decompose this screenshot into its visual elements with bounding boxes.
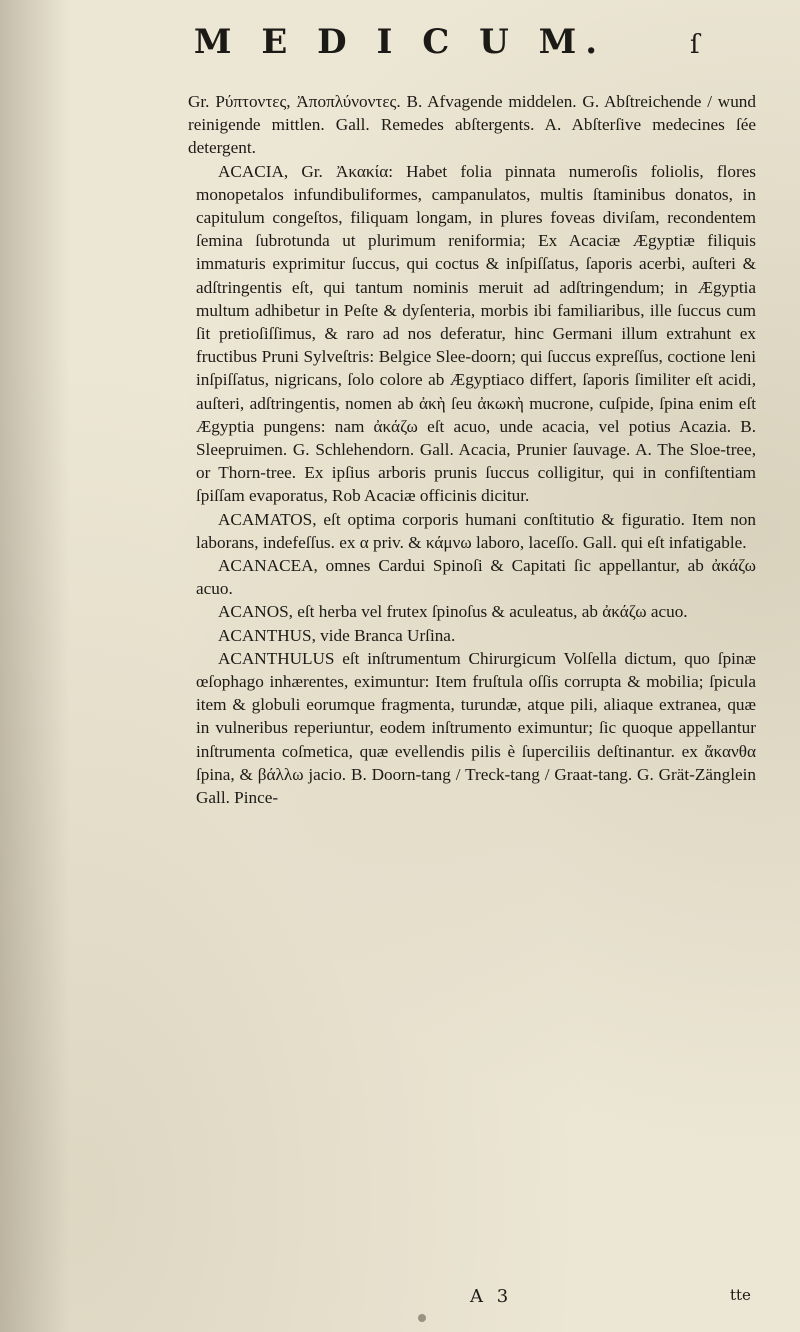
entry-acanthus: ACANTHUS, vide Branca Urſina. (218, 625, 456, 645)
page-footer (0, 1286, 800, 1316)
catchword: tte (730, 1286, 751, 1304)
entry-acanacea: ACANACEA, omnes Cardui Spinoſi & Capitati ſic appellantur, ab ἀκάζω acuo. (196, 556, 756, 599)
binding-shadow (0, 0, 70, 1332)
entry-acanthulus: ACANTHULUS eſt inſtrumentum Chirurgicum Volſella dictum, quo ſpinæ œſophago inhærentes, eximuntur: Item fruſtula oſſis corrupta & mobilia; ſpicula item & globuli eorumque fragmenta, turundæ, atque pili, aliaque extranea, quæ in vulneribus reperiuntur, eodem inſtrumento eximuntur; ſic quoque appellantur inſtrumenta coſmetica, quæ evellendis pilis è ſuperciliis deſtinantur. ex ἄκανθα ſpina, & βάλλω jacio. B. Doorn-tang / Treck-tang / Graat-tang. G. Grät-Zänglein Gall. Pince- (196, 648, 756, 808)
running-head: M E D I C U M. (193, 22, 607, 62)
entry-acamatos: ACAMATOS, eſt optima corporis humani conſtitutio & figuratio. Item non laborans, indefeſſus. ex α priv. & κάμνω laboro, laceſſo. Gall. qui eſt infatigable. (196, 509, 756, 552)
page-header (0, 22, 800, 62)
dictionary-text (188, 90, 756, 809)
ink-spot (418, 1314, 426, 1322)
entry-acanos: ACANOS, eſt herba vel frutex ſpinoſus & aculeatus, ab ἀκάζω acuo. (218, 602, 688, 622)
entry-synonyms: Gr. Ρύπτοντες, Ἀποπλύνοντες. B. Afvagende middelen. G. Abſtreichende / wund reinigende mittlen. Gall. Remedes abſtergents. A. Abſterſive medecines ſée detergent. (188, 92, 756, 158)
gathering-signature: A 3 (470, 1286, 513, 1307)
entry-acacia: ACACIA, Gr. Ἀκακία: Habet folia pinnata numeroſis foliolis, flores monopetalos infundibuliformes, campanulatos, multis ſtaminibus donatos, in capitulum congeſtos, filiquam longam, in plures foveas diviſam, recondentem ſemina ſubrotunda ut plurimum reniformia; Ex Acaciæ Ægyptiæ filiquis immaturis exprimitur ſuccus, qui coctus & inſpiſſatus, ſaporis acerbi, auſteri & adſtringentis eſt, qui tantum nominis meruit ad adſtringendum; in Ægyptia multum adhibetur in Peſte & dyſenteria, morbis ibi familiaribus, ille ſuccus cum ſit pretioſiſſimus, & raro ad nos deferatur, hinc Germani illum extrahunt ex fructibus Pruni Sylveſtris: Belgice Slee-doorn; qui ſuccus expreſſus, coctione leni inſpiſſatus, nigricans, ſolo colore ab Ægyptiaco differt, ſaporis ſimiliter eſt acidi, auſteri, adſtringentis, nomen ab ἀκὴ ſeu ἀκωκὴ mucrone, cuſpide, ſpina enim eſt Ægyptia pungens: nam ἀκάζω eſt acuo, unde acacia, vel potius Acazia. B. Sleepruimen. G. Schlehendorn. Gall. Acacia, Prunier ſauvage. A. The Sloe-tree, or Thorn-tree. Ex ipſius arboris prunis ſuccus colligitur, qui in confiſtentiam ſpiſſam evaporatus, Rob Acaciæ officinis dicitur. (196, 161, 756, 506)
signature-mark: ſ (690, 30, 700, 60)
